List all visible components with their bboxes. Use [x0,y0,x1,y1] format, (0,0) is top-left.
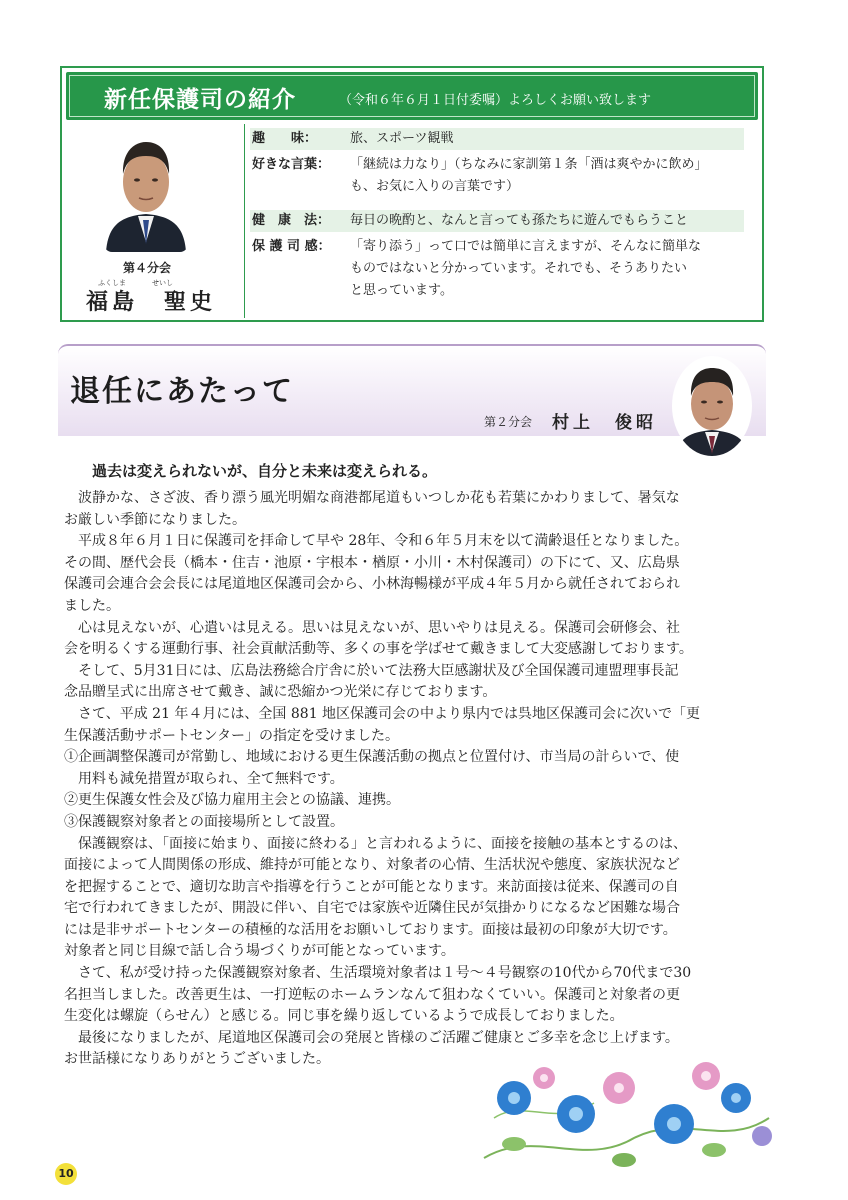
body-text-line: 会を明るくする運動行事、社会貢献活動等、多くの事を学ばせて戴きまして大変感謝しております。 [64,641,693,658]
body-text-line: さて、私が受け持った保護観察対象者、生活環境対象者は１号～４号観察の10代から70代まで30 [64,965,692,982]
profile-label: 趣 味： [252,131,318,146]
motto-heading: 過去は変えられないが、自分と未来は変えられる。 [92,462,438,480]
retirement-title: 退任にあたって [70,374,294,409]
body-text-line: ①企画調整保護司が常勤し、地域における更生保護活動の拠点と位置付け、市当局の計らいで、使 [64,749,680,766]
body-text-line: 用料も減免措置が取られ、全て無料です。 [64,770,344,787]
body-text-line: を把握することで、適切な助言や指導を行うことが可能となります。来訪面接は従来、保護司の自 [64,878,679,895]
profile-label: 健 康 法： [252,213,331,228]
body-text-line: お厳しい季節になりました。 [64,511,246,528]
profile-value-line: 毎日の晩酌と、なんと言っても孫たちに遊んでもらうこと [350,213,689,228]
author-name: 村上 俊昭 [552,413,657,433]
body-text-line: 心は見えないが、心遣いは見える。思いは見えないが、思いやりは見える。保護司会研修会、社 [64,619,680,636]
body-text-line: さて、平成 21 年４月には、全国 881 地区保護司会の中より県内では呉地区保護司会に次いで「更 [64,705,701,722]
profile-value-line: 「寄り添う」って口では簡単に言えますが、そんなに簡単な [350,239,702,254]
profile-value-line: も、お気に入りの言葉です） [350,179,520,194]
profile-value-line: 旅、スポーツ観戦 [350,131,454,146]
body-text-line: 念品贈呈式に出席させて戴き、誠に恐縮かつ光栄に存じております。 [64,684,497,701]
body-text-line: ③保護観察対象者との面接場所として設置。 [64,813,344,830]
intro-header-banner [66,72,758,120]
body-text-line: 最後になりましたが、尾道地区保護司会の発展と皆様のご活躍ご健康とご多幸を念じ上げます。 [64,1029,679,1046]
profile-value-line: ものではないと分かっています。それでも、そうありたい [350,261,687,276]
body-text-line: その間、歴代会長（橋本・住吉・池原・宇根本・楢原・小川・木村保護司）の下にて、又、広島県 [64,554,680,571]
body-text-line: には是非サポートセンターの積極的な活用をお願いしております。面接は最初の印象が大切です。 [64,921,677,938]
profile-value-line: と思っています。 [350,283,453,298]
body-text-line: 対象者と同じ目線で話し合う場づくりが可能となっています。 [64,943,455,960]
profile-label: 保 護 司 感： [252,239,331,254]
body-text-line: ②更生保護女性会及び協力雇用主会との協議、連携。 [64,792,400,809]
page-number: 10 [55,1163,77,1185]
portrait-photo-murakami [672,356,752,456]
profile-value-line: 「継続は力なり」（ちなみに家訓第１条「酒は爽やかに飲め」 [350,157,708,172]
intro-branch: 第４分会 [122,261,171,275]
body-text-line: 生変化は螺旋（らせん）と感じる。同じ事を繰り返しているようで成長しておりました。 [64,1008,624,1025]
body-text-line: ました。 [64,597,120,614]
intro-subtitle: （令和６年６月１日付委嘱）よろしくお願い致します [339,93,652,108]
author-branch: 第２分会 [484,415,533,429]
body-text-line: 面接によって人間関係の形成、維持が可能となり、対象者の心情、生活状況や態度、家族状況など [64,857,680,874]
body-text-line: 保護司会連合会会長には尾道地区保護司会から、小林海暢様が平成４年５月から就任されておられ [64,576,680,593]
body-text-line: 平成８年６月１日に保護司を拝命して早や 28年、令和６年５月末を以て満齢退任となりました。 [64,533,689,550]
morning-glory-flowers-illustration [474,1058,774,1178]
body-text-line: 保護観察は、「面接に始まり、面接に終わる」と言われるように、面接を接触の基本とするのは、 [64,835,687,852]
body-text-line: お世話様になりありがとうございました。 [64,1051,330,1068]
intro-title: 新任保護司の紹介 [104,86,296,113]
ruby-family-name: ふくしま [98,279,126,287]
intro-divider [244,124,245,318]
body-text-line: そして、5月31日には、広島法務総合庁舎に於いて法務大臣感謝状及び全国保護司連盟理事長記 [64,662,679,679]
body-text-line: 生保護活動サポートセンター」の指定を受けました。 [64,727,400,744]
body-text-line: 名担当しました。改善更生は、一打逆転のホームランなんて狙わなくていい。保護司と対象者の更 [64,986,680,1003]
profile-label: 好きな言葉： [252,157,331,172]
body-text-line: 波静かな、さざ波、香り漂う風光明媚な商港都尾道もいつしか花も若葉にかわりまして、暑気な [64,490,680,506]
body-text-line: 宅で行われてきましたが、開設に伴い、自宅では家族や近隣住民が気掛かりになるなど困難な場合 [64,900,680,917]
portrait-photo-fukushima [104,124,188,252]
ruby-given-name: せいし [152,279,173,287]
retirement-body-text [64,488,768,1071]
intro-person-name: 福島 聖史 [86,289,217,315]
